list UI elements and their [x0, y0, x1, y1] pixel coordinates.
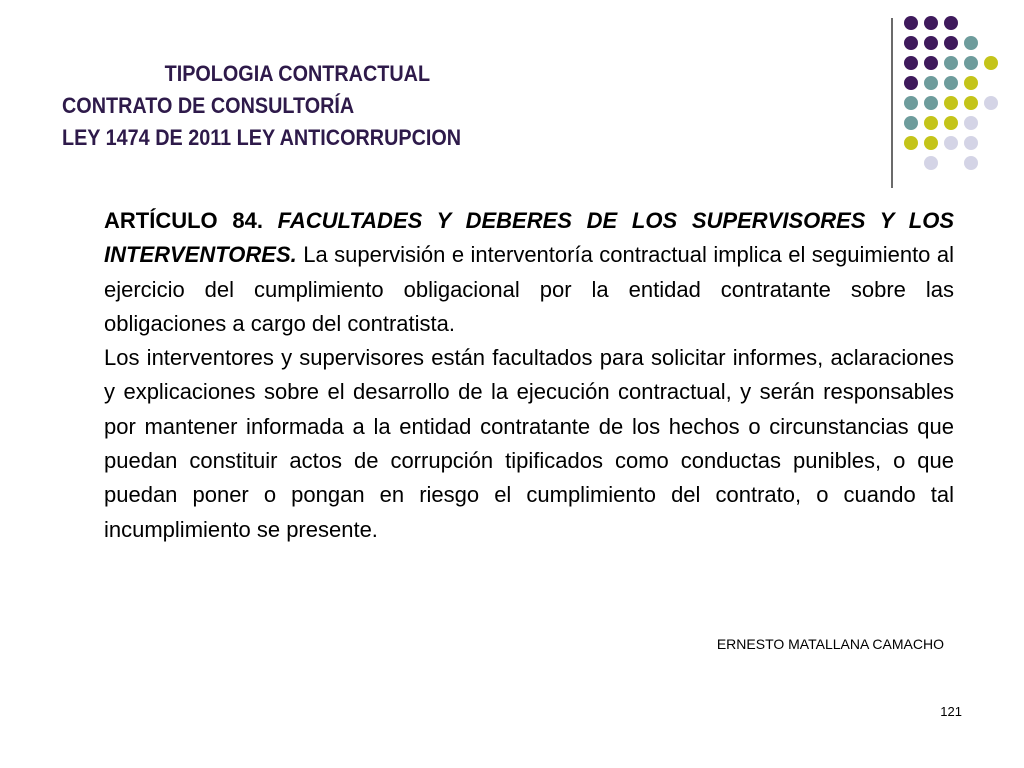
dot-grid-decoration [880, 10, 1010, 190]
decorative-dot [964, 56, 978, 70]
decorative-dot [944, 16, 958, 30]
title-line-3: LEY 1474 DE 2011 LEY ANTICORRUPCION [62, 125, 462, 150]
decorative-dot [904, 36, 918, 50]
article-body [104, 204, 954, 547]
decorative-dot [904, 76, 918, 90]
decorative-dot [924, 156, 938, 170]
decorative-dot [964, 116, 978, 130]
decorative-dot [944, 56, 958, 70]
title-line-2: CONTRATO DE CONSULTORÍA [62, 93, 355, 118]
decorative-dot [944, 96, 958, 110]
decorative-dot [944, 136, 958, 150]
decorative-dot [904, 16, 918, 30]
decorative-dot [904, 136, 918, 150]
decorative-dot [984, 56, 998, 70]
article-paragraph-2: Los interventores y supervisores están facultados para solicitar informes, aclaraciones y explicaciones sobre el desarrollo de la ejecución contractual, y serán responsables por mantener informada a la entidad contratante de los hechos o circunstancias que puedan constituir actos de corrupción tipificados como conductas punibles, o que puedan poner o pongan en riesgo el cumplimiento del contrato, o cuando tal incumplimiento se presente. [104, 345, 954, 542]
article-number: ARTÍCULO 84. [104, 208, 263, 233]
decorative-dot [924, 16, 938, 30]
slide-title [62, 58, 461, 154]
decorative-dot [964, 156, 978, 170]
title-line-1: TIPOLOGIA CONTRACTUAL [164, 61, 431, 86]
decorative-dot [944, 36, 958, 50]
decorative-dot [924, 116, 938, 130]
author-name: ERNESTO MATALLANA CAMACHO [716, 636, 944, 652]
decorative-dot [904, 96, 918, 110]
article-heading: FACULTADES Y DEBERES DE LOS SUPERVISORES Y LOS INTERVENTORES. [104, 208, 954, 268]
decorative-dot [944, 76, 958, 90]
vertical-divider [891, 18, 893, 188]
article-text-1: La supervisión e interventoría contractual implica el seguimiento al ejercicio del cumplimiento obligacional por la entidad contratante sobre las obligaciones a cargo del contratista. [104, 242, 954, 336]
decorative-dot [924, 96, 938, 110]
decorative-dot [984, 96, 998, 110]
decorative-dot [904, 116, 918, 130]
decorative-dot [924, 36, 938, 50]
article-paragraph-1 [104, 204, 954, 341]
decorative-dot [964, 76, 978, 90]
decorative-dot [924, 136, 938, 150]
page-number: 121 [940, 704, 962, 719]
decorative-dot [964, 136, 978, 150]
decorative-dot [964, 96, 978, 110]
decorative-dot [924, 56, 938, 70]
decorative-dot [944, 116, 958, 130]
decorative-dot [924, 76, 938, 90]
decorative-dot [964, 36, 978, 50]
decorative-dot [904, 56, 918, 70]
